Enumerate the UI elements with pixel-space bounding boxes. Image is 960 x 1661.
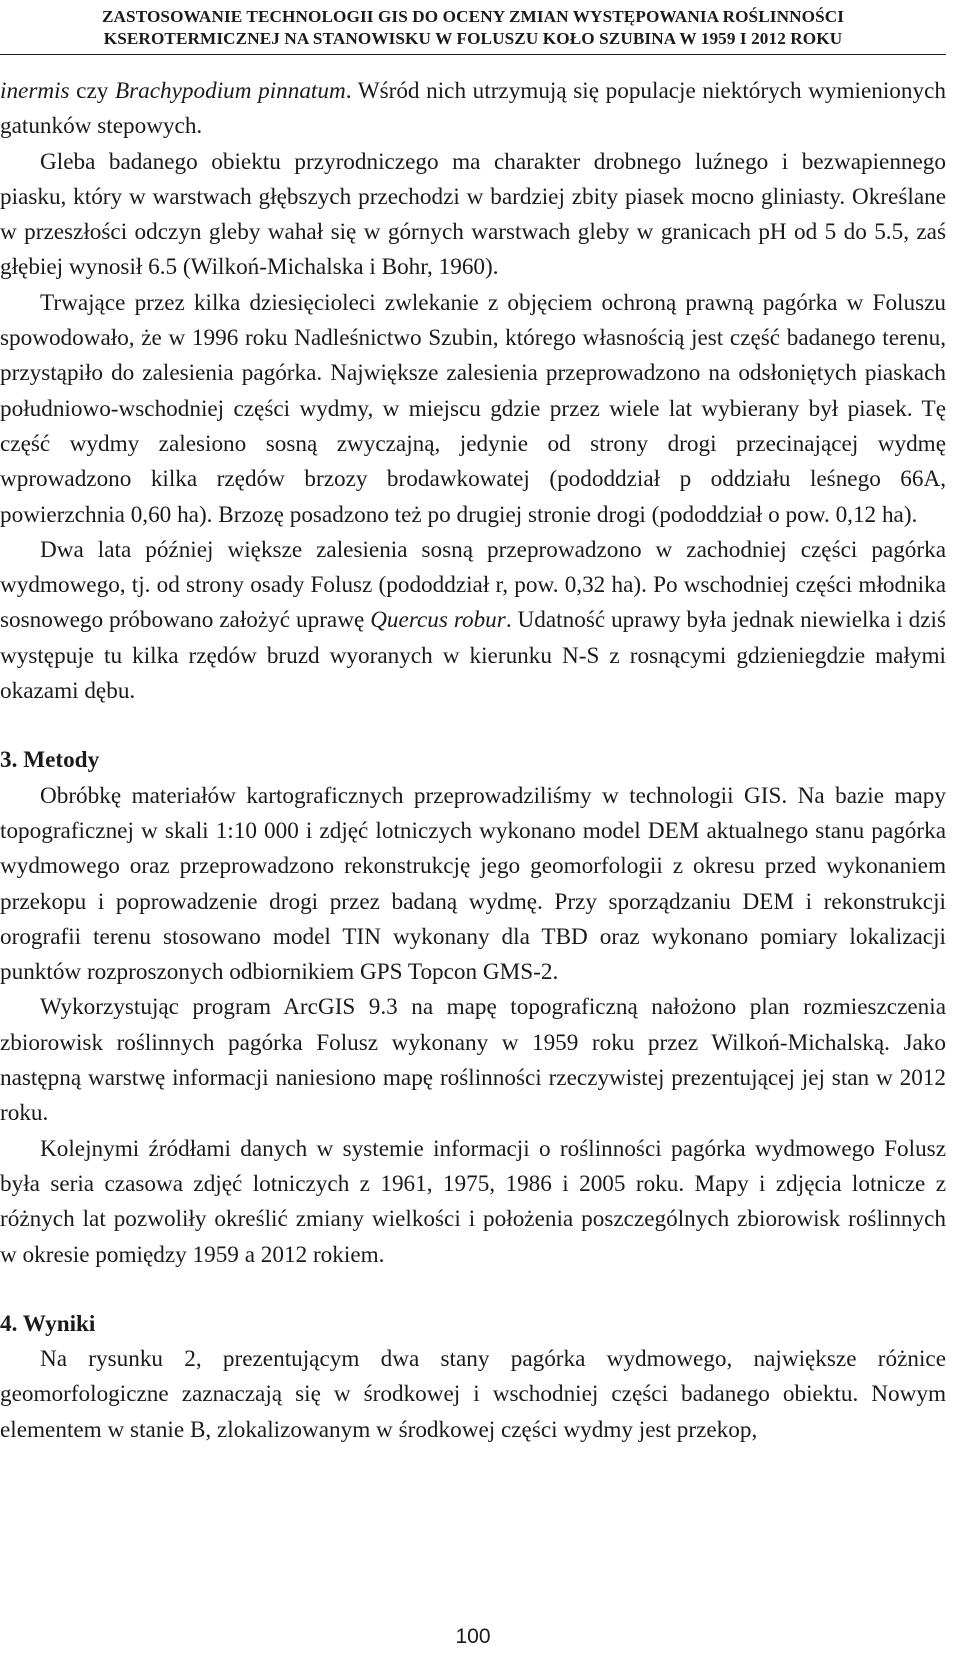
running-header-line-1: ZASTOSOWANIE TECHNOLOGII GIS DO OCENY ZMIAN WYSTĘPOWANIA ROŚLINNOŚCI <box>101 7 845 26</box>
paragraph-results: Na rysunku 2, prezentującym dwa stany pagórka wydmowego, największe różnice geomorfologiczne zaznaczają się w środkowej i wschodniej części badanego obiektu. Nowym elementem w stanie B, zlokalizowanym w środkowej części wydmy jest przekop, <box>0 1346 946 1443</box>
species-name: inermis <box>0 78 70 104</box>
paragraph-afforestation: Trwające przez kilka dziesięcioleci zwlekanie z objęciem ochroną prawną pagórka w Foluszu spowodowało, że w 1996 roku Nadleśnictwo Szubin, którego własnością jest część badanego terenu, przystąpiło do zalesienia pagórka. Największe zalesienia przeprowadzono na odsłoniętych piaskach południowo-wschodniej części wydmy, w miejscu gdzie przez wiele lat wybierany był piasek. Tę część wydmy zalesiono sosną zwyczajną, jedynie od strony drogi przecinającej wydmę wprowadzono kilka rzędów brzozy brodawkowatej (pododdział p oddziału leśnego 66A, powierzchnia 0,60 ha). Brzozę posadzono też po drugiej stronie drogi (pododdział o pow. 0,12 ha). <box>0 289 946 528</box>
running-header <box>0 6 946 50</box>
species-name: Brachypodium pinnatum <box>114 78 346 104</box>
species-name: Quercus robur <box>370 607 506 634</box>
running-header-line-2: KSEROTERMICZNEJ NA STANOWISKU W FOLUSZU KOŁO SZUBINA W 1959 I 2012 ROKU <box>103 29 843 48</box>
section-heading-results: 4. Wyniki <box>0 1310 96 1337</box>
paragraph-gis-processing: Obróbkę materiałów kartograficznych przeprowadziliśmy w technologii GIS. Na bazie mapy topograficznej w skali 1:10 000 i zdjęć lotniczych wykonano model DEM aktualnego stanu pagórka wydmowego oraz przeprowadzono rekonstrukcję jego geomorfologii z okresu przed wykonaniem przekopu i poprowadzenie drogi przez badaną wydmę. Przy sporządzaniu DEM i rekonstrukcji orografii terenu stosowano model TIN wykonany dla TBD oraz wykonano pomiary lokalizacji punktów rozproszonych odbiornikiem GPS Topcon GMS-2. <box>0 782 946 986</box>
body-text <box>0 74 946 1448</box>
header-rule <box>0 54 946 55</box>
paragraph-pine-planting: Dwa lata później większe zalesienia sosną przeprowadzono w zachodniej części pagórka wydmowego, tj. od strony osady Folusz (pododdział r, pow. 0,32 ha). Po wschodniej części młodnika sosnowego próbowano założyć uprawę Quercus robur. Udatność uprawy była jednak niewielka i dziś występuje tu kilka rzędów bruzd wyoranych w kierunku N-S z rosnącymi gdzieniegdzie małymi okazami dębu. <box>0 536 946 705</box>
paragraph-data-sources: Kolejnymi źródłami danych w systemie informacji o roślinności pagórka wydmowego Folusz była seria czasowa zdjęć lotniczych z 1961, 1975, 1986 i 2005 roku. Mapy i zdjęcia lotnicze z różnych lat pozwoliły określić zmiany wielkości i położenia poszczególnych zbiorowisk roślinnych w okresie pomiędzy 1959 a 2012 rokiem. <box>0 1135 946 1268</box>
page-number: 100 <box>455 1625 491 1648</box>
paragraph-soil: Gleba badanego obiektu przyrodniczego ma charakter drobnego luźnego i bezwapiennego piasku, który w warstwach głębszych przechodzi w bardziej zbity piasek mocno gliniasty. Określane w przeszłości odczyn gleby wahał się w górnych warstwach gleby w granicach pH od 5 do 5.5, zaś głębiej wynosił 6.5 (Wilkoń-Michalska i Bohr, 1960). <box>0 148 946 281</box>
paragraph-continuation: inermis czy Brachypodium pinnatum. Wśród nich utrzymują się populacje niektórych wymienionych gatunków stepowych. <box>0 78 946 140</box>
section-heading-methods: 3. Metody <box>0 747 100 774</box>
paragraph-arcgis: Wykorzystując program ArcGIS 9.3 na mapę topograficzną nałożono plan rozmieszczenia zbiorowisk roślinnych pagórka Folusz wykonany w 1959 roku przez Wilkoń-Michalską. Jako następną warstwę informacji naniesiono mapę roślinności rzeczywistej prezentującej jej stan w 2012 roku. <box>0 994 946 1127</box>
